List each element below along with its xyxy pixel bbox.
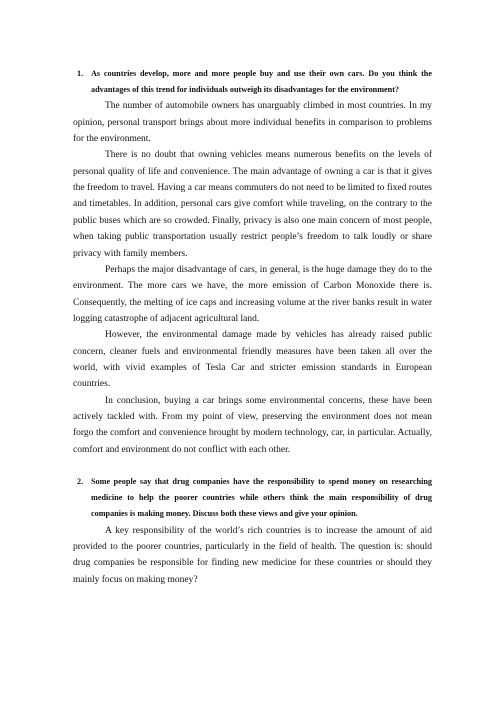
essay-paragraph: There is no doubt that owning vehicles means numerous benefits on the levels of personal quality of life and convenience. The main advantage of owning a car is that it gives the freedom to travel. Having a car means commuters do not need to be limited to fixed routes and timetables. In addition, personal cars give comfort while traveling, on the contrary to the public buses which are so crowded. Finally, privacy is also one main concern of most people, when taking public transportation usually restrict people’s freedom to talk loudly or share privacy with family members. [73, 150, 432, 259]
essay-paragraph: In conclusion, buying a car brings some environmental concerns, these have been actively tackled with. From my point of view, preserving the environment does not mean forgo the comfort and convenience brought by modern technology, car, in particular. Actually, comfort and environment do not conflict with each other. [73, 395, 432, 455]
question-prompt: Some people say that drug companies have the responsibility to spend money on researching medicine to help the poorer countries while others think the main responsibility of drug companies is making money. Discuss both these views and give your opinion. [91, 476, 432, 519]
question-2 [73, 474, 432, 523]
essay-paragraph: The number of automobile owners has unarguably climbed in most countries. In my opinion, personal transport brings about more individual benefits in comparison to problems for the environment. [73, 101, 432, 145]
question-1 [73, 66, 432, 98]
essay-2 [73, 474, 432, 588]
essay-1 [73, 66, 432, 458]
essay-paragraph: Perhaps the major disadvantage of cars, in general, is the huge damage they do to the environment. The more cars we have, the more emission of Carbon Monoxide there is. Consequently, the melting of ice caps and increasing volume at the river banks result in water logging catastrophe of adjacent agricultural land. [73, 264, 432, 324]
essay-paragraph: However, the environmental damage made by vehicles has already raised public concern, cleaner fuels and environmental friendly measures have been taken all over the world, with vivid examples of Tesla Car and stricter emission standards in European countries. [73, 330, 432, 390]
question-prompt: As countries develop, more and more people buy and use their own cars. Do you think the advantages of this trend for individuals outweigh its disadvantages for the environment? [91, 69, 432, 95]
question-number: 2. [77, 476, 84, 486]
section-spacer [73, 458, 432, 474]
question-number: 1. [77, 69, 84, 78]
essay-paragraph: A key responsibility of the world’s rich countries is to increase the amount of aid provided to the poorer countries, particularly in the field of health. The question is: should drug companies be responsible for finding new medicine for these countries or should they mainly focus on making money? [73, 525, 432, 585]
